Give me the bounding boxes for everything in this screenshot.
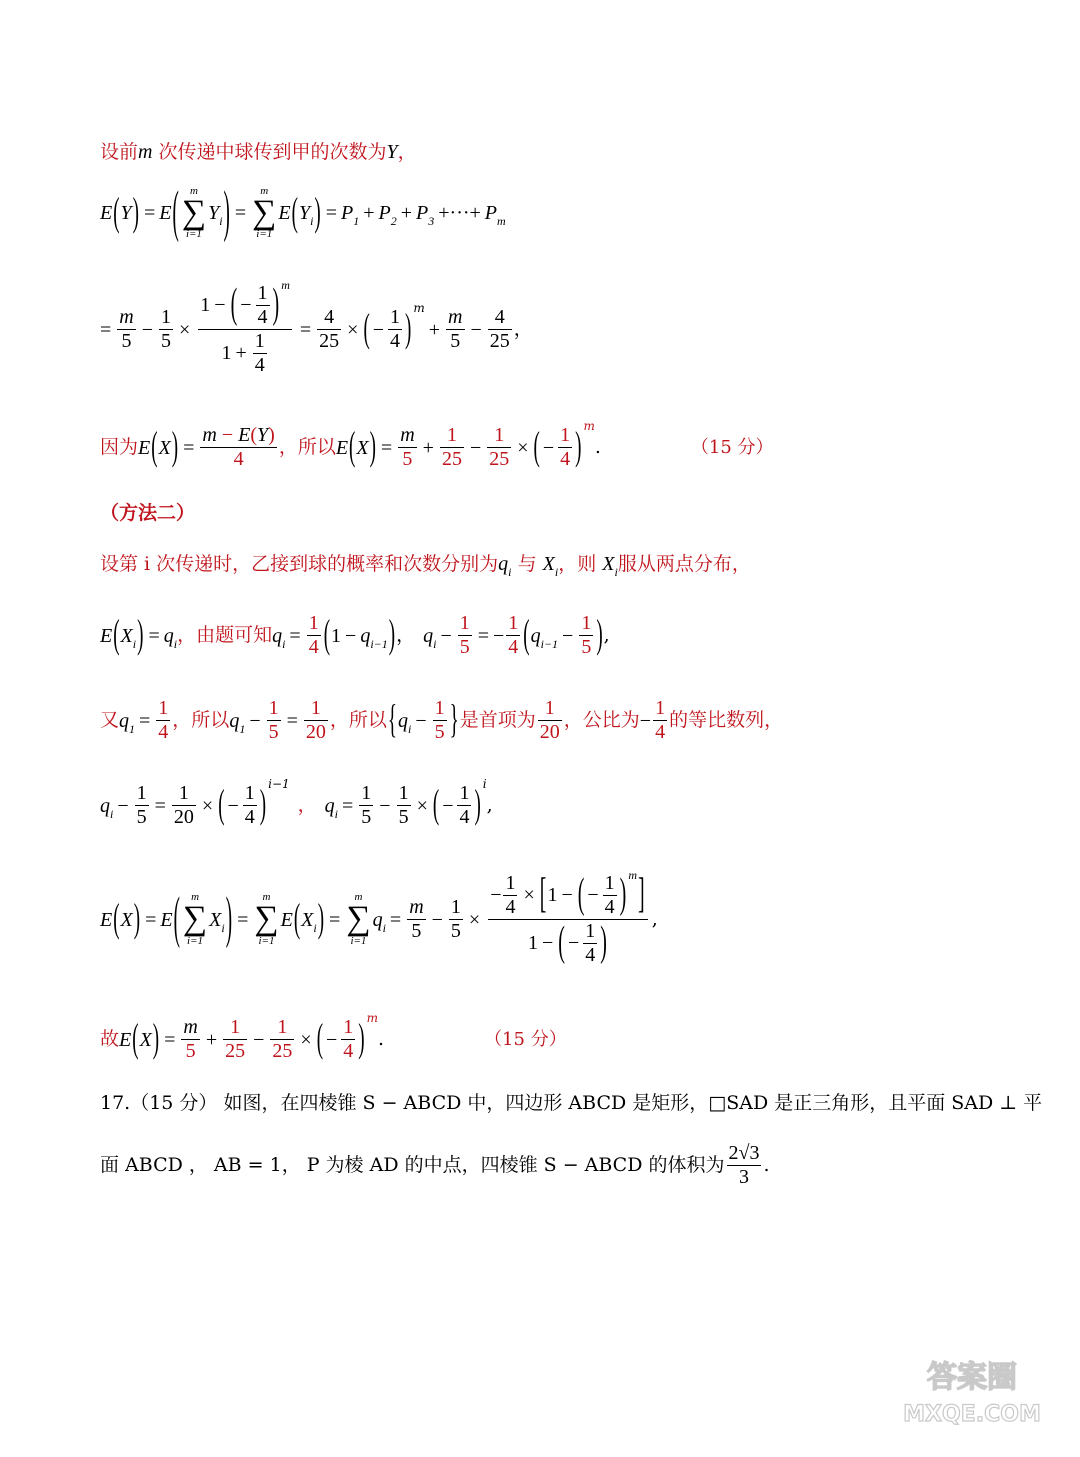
formula-q-general-term: $q_i$ − $\frac{1}{5}$ = $\frac{1}{20}$ × ( − $\frac{1}{4}$ ) i−1 ， $q_i$ = $\frac{1}{5}$ − $\frac{1}{5}$ × ( − $\frac{1}{4}$ ) i , [100, 776, 493, 828]
watermark-logo [892, 1351, 1052, 1431]
score-label: （15 分） [690, 436, 774, 458]
formula-expectation-x: E ( X ) = E ( m ∑ i=1 $X_i$ ) = m ∑ i=1 E ( $X_i$ ) = m ∑ i=1 $q_i$ = $\frac{m}{5}$ − $\frac{1}{5}$ × − $\frac{1}{4}$ × [ 1 − ( − $\frac{1}{4}$ ) m ] 1 − ( − $\frac{1}{4}$ ) , [100, 867, 658, 966]
line-geometric-sequence: 又 $q_1$ = $\frac{1}{4}$ ，所以 $q_1$ − $\frac{1}{5}$ = $\frac{1}{20}$ ，所以 { $q_i$ − $\frac{1}{5}$ } 是首项为 $\frac{1}{20}$ ，公比为 − $\frac{1}{4}$ 的等比数列， [100, 697, 784, 743]
line-because-ex: 因为 E ( X ) = $\frac{m - E(Y)}{4}$ ，所以 E ( X ) = $\frac{m}{5}$ + $\frac{1}{25}$ − $\frac{1}{25}$ × ( − $\frac{1}{4}$ ) m . （15 分） [100, 418, 774, 470]
line-define-y: 设前m 次传递中球传到甲的次数为Y， [100, 141, 417, 163]
score-label: （15 分） [484, 1028, 567, 1050]
formula-sum-result: = $\frac{m}{5}$ − $\frac{1}{5}$ × 1 − ( − $\frac{1}{4}$ ) m 1 + $\frac{1}{4}$ = $\frac{4}{25}$ × ( − $\frac{1}{4}$ ) m + $\frac{m}{5}$ − $\frac{4}{25}$ ， [100, 277, 533, 376]
method-two-heading: （方法二） [100, 502, 196, 524]
formula-q-recursion: E ( $X_i$ ) = $q_i$ ，由题可知 $q_i$ = $\frac{1}{4}$ ( 1 − $q_{i-1}$ ) ， $q_i$ − $\frac{1}{5}$ = − $\frac{1}{4}$ ( $q_{i-1}$ − $\frac{1}{5}$ ) , [100, 612, 610, 658]
formula-expectation-y: E ( Y ) = E ( m ∑ i=1 $Y_i$ ) = m ∑ i=1 E ( $Y_i$ ) = $P_1$ + $P_2$ + $P_3$ +···+ $P_m$ [100, 181, 506, 245]
question-17-line2: 面 ABCD ， AB = 1， P 为棱 AD 的中点，四棱锥 S − ABCD 的体积为 $\frac{2√3}{3}$ . [100, 1142, 770, 1188]
watermark-bottom: MXQE.COM [903, 1402, 1041, 1427]
line-conclusion: 故 E ( X ) = $\frac{m}{5}$ + $\frac{1}{25}$ − $\frac{1}{25}$ × ( − $\frac{1}{4}$ ) m . （15 分） [100, 1010, 567, 1062]
question-17-line1: 17.（15 分） 如图，在四棱锥 S − ABCD 中，四边形 ABCD 是矩形，□SAD 是正三角形，且平面 SAD ⊥ 平 [100, 1092, 1043, 1114]
watermark-top: 答案圈 [927, 1360, 1017, 1395]
line-define-q: 设第 i 次传递时，乙接到球的概率和次数分别为$q_i$ 与 $X_i$，则 $X_i$服从两点分布， [100, 553, 751, 579]
